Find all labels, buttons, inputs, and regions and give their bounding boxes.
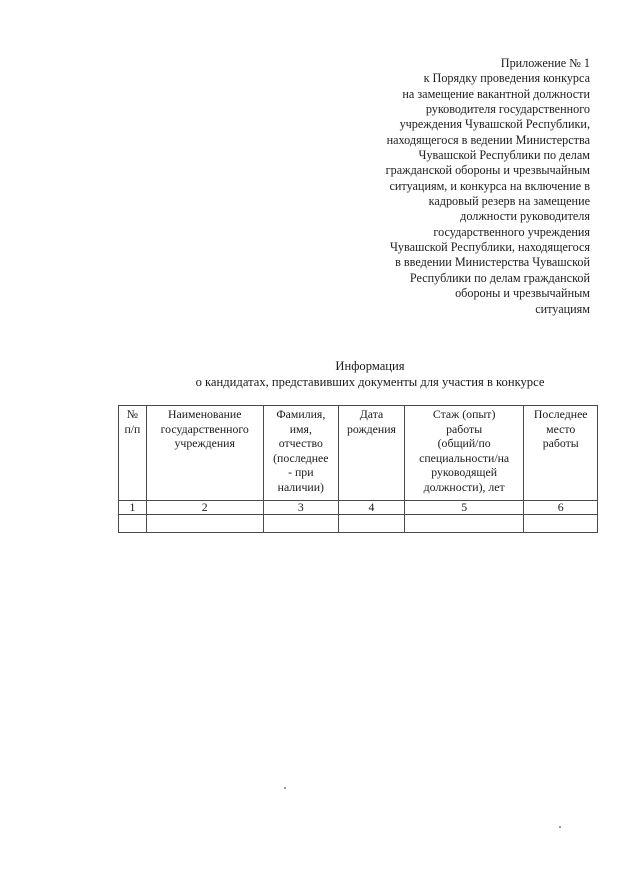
appendix-header: [290, 56, 590, 317]
appendix-line: гражданской обороны и чрезвычайным: [385, 163, 590, 178]
appendix-line: учреждения Чувашской Республики,: [399, 117, 590, 132]
document-heading: [0, 358, 640, 390]
appendix-line: на замещение вакантной должности: [402, 86, 590, 101]
table-cell: 6: [524, 501, 598, 515]
appendix-line: Чувашской Республики, находящегося: [389, 240, 590, 255]
appendix-line: к Порядку проведения конкурса: [423, 71, 590, 86]
column-header-full-name: Фамилия, имя, отчество (последнее - при наличии): [263, 406, 339, 501]
appendix-line: ситуациям, и конкурса на включение в: [389, 178, 590, 193]
table-cell: [146, 515, 263, 533]
table-cell: 1: [119, 501, 147, 515]
column-header-birth-date: Дата рождения: [339, 406, 405, 501]
appendix-line: находящегося в ведении Министерства: [386, 132, 590, 147]
column-header-last-workplace: Последнее место работы: [524, 406, 598, 501]
appendix-line: обороны и чрезвычайным: [455, 286, 590, 301]
column-header-experience: Стаж (опыт) работы (общий/по специальности/на руководящей должности), лет: [404, 406, 523, 501]
table-cell: [119, 515, 147, 533]
appendix-line: Чувашской Республики по делам: [418, 148, 590, 163]
appendix-line: кадровый резерв на замещение: [428, 194, 590, 209]
candidates-table: [118, 405, 598, 533]
appendix-line: ситуациям: [535, 301, 590, 316]
table-row-empty: [119, 515, 598, 533]
table-row-column-numbers: [119, 501, 598, 515]
table-cell: [404, 515, 523, 533]
appendix-line: руководителя государственного: [425, 102, 590, 117]
appendix-line: государственного учреждения: [433, 224, 590, 239]
document-title: Информация: [335, 359, 405, 373]
scan-speck: [559, 826, 561, 828]
table-cell: [263, 515, 339, 533]
appendix-line: должности руководителя: [460, 209, 590, 224]
table-header-row: [119, 406, 598, 501]
scan-speck: [284, 787, 286, 789]
table-cell: [339, 515, 405, 533]
document-subtitle: о кандидатах, представивших документы для участия в конкурсе: [195, 375, 545, 389]
appendix-line: в введении Министерства Чувашской: [395, 255, 590, 270]
column-header-institution: Наименование государственного учреждения: [146, 406, 263, 501]
appendix-line: Приложение № 1: [500, 56, 590, 70]
table-cell: [524, 515, 598, 533]
column-header-number: № п/п: [119, 406, 147, 501]
table-cell: 2: [146, 501, 263, 515]
appendix-line: Республики по делам гражданской: [409, 270, 590, 285]
table-cell: 3: [263, 501, 339, 515]
table-cell: 5: [404, 501, 523, 515]
table-cell: 4: [339, 501, 405, 515]
